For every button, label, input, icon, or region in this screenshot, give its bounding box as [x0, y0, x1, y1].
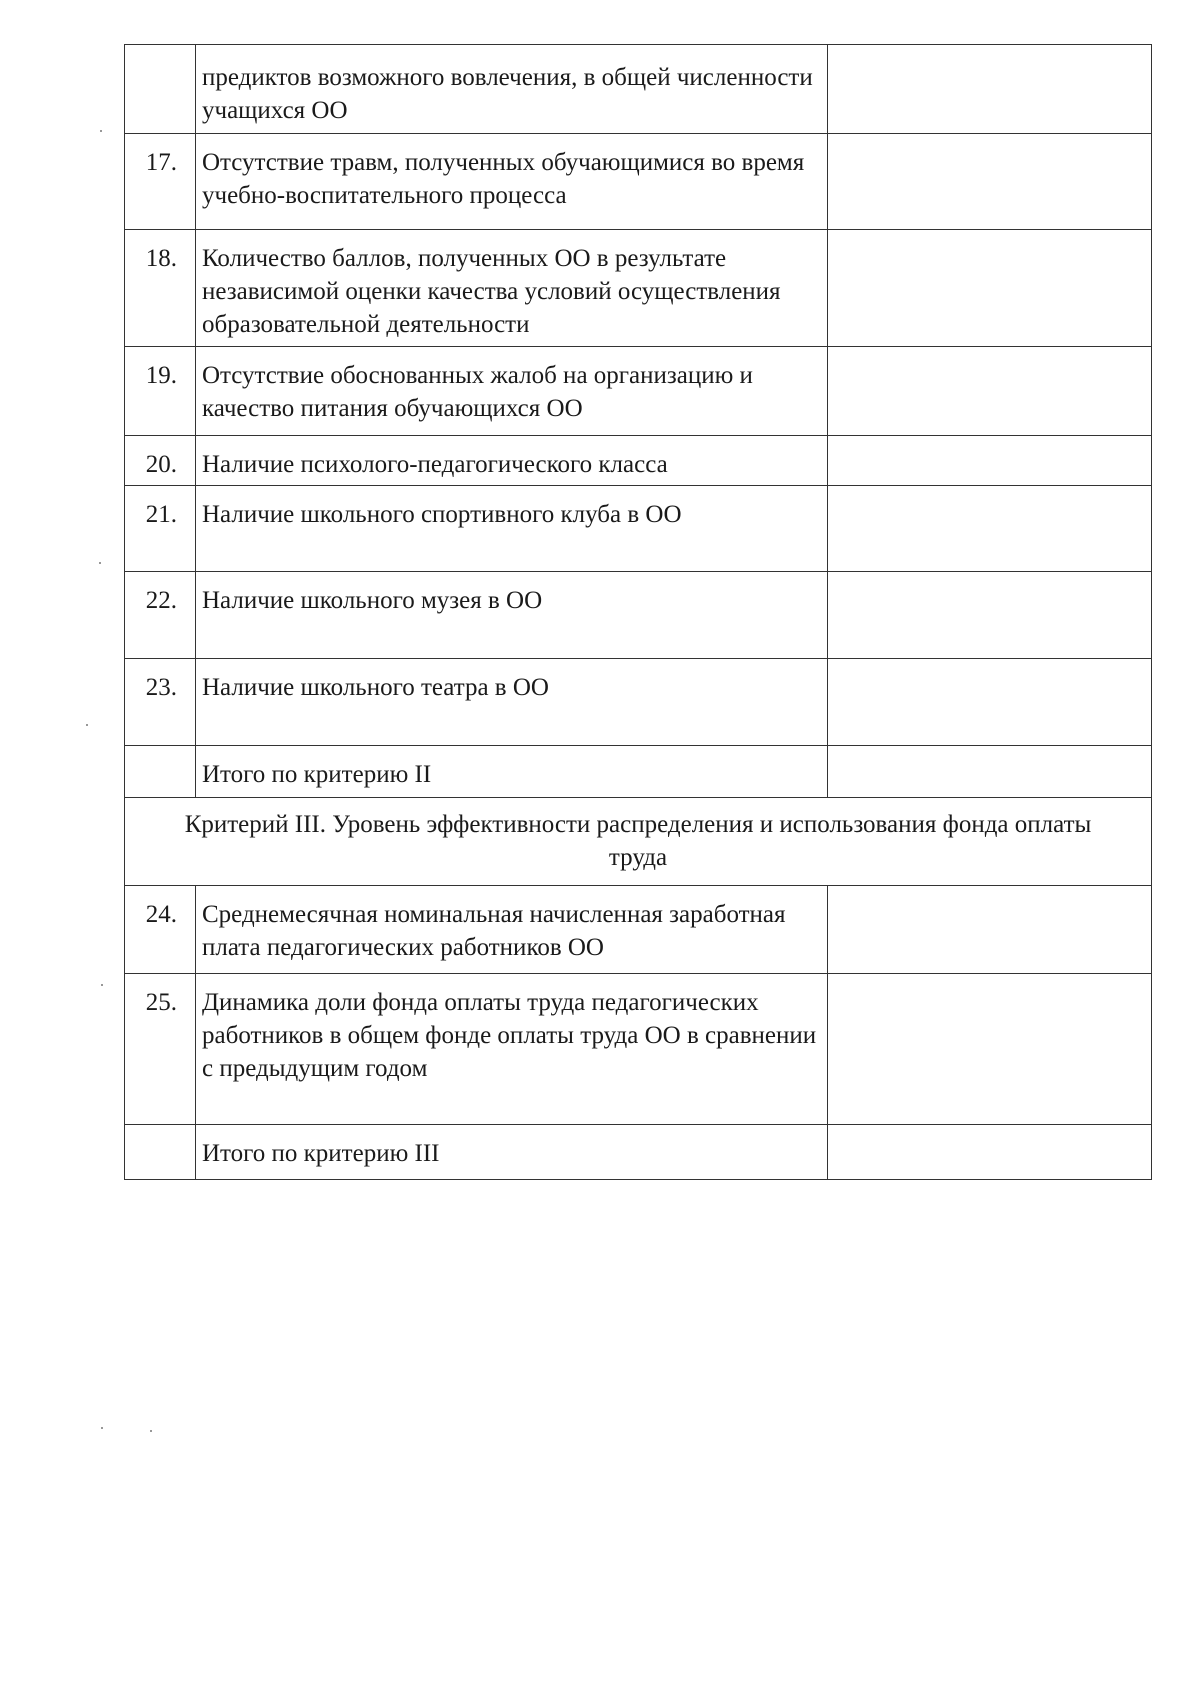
criterion-text: Отсутствие травм, полученных обучающимися во время учебно-воспитательного процесса — [196, 134, 828, 230]
value-cell — [828, 486, 1152, 572]
row-number: 21. — [125, 486, 196, 572]
total-label: Итого по критерию III — [196, 1125, 828, 1180]
scan-speck — [101, 1427, 103, 1429]
row-number — [125, 746, 196, 798]
section-header-row — [125, 798, 1152, 886]
table-row — [125, 486, 1152, 572]
value-cell — [828, 347, 1152, 436]
criteria-table — [124, 44, 1152, 1180]
scan-speck — [150, 1430, 152, 1432]
criterion-text: предиктов возможного вовлечения, в общей численности учащихся ОО — [196, 45, 828, 134]
table-row — [125, 134, 1152, 230]
table-row — [125, 1125, 1152, 1180]
table-row — [125, 45, 1152, 134]
criterion-text: Наличие психолого-педагогического класса — [196, 436, 828, 486]
criterion-text: Наличие школьного спортивного клуба в ОО — [196, 486, 828, 572]
row-number: 23. — [125, 659, 196, 746]
value-cell — [828, 746, 1152, 798]
value-cell — [828, 134, 1152, 230]
row-number: 22. — [125, 572, 196, 659]
criterion-text: Динамика доли фонда оплаты труда педагогических работников в общем фонде оплаты труда ОО в сравнении с предыдущим годом — [196, 974, 828, 1125]
value-cell — [828, 886, 1152, 974]
value-cell — [828, 45, 1152, 134]
row-number: 24. — [125, 886, 196, 974]
value-cell — [828, 974, 1152, 1125]
total-label: Итого по критерию II — [196, 746, 828, 798]
row-number: 18. — [125, 230, 196, 347]
row-number: 17. — [125, 134, 196, 230]
value-cell — [828, 1125, 1152, 1180]
scan-speck — [100, 130, 102, 132]
row-number: 19. — [125, 347, 196, 436]
table-row — [125, 659, 1152, 746]
scan-speck — [99, 562, 101, 564]
row-number — [125, 1125, 196, 1180]
criterion-text: Наличие школьного музея в ОО — [196, 572, 828, 659]
value-cell — [828, 572, 1152, 659]
criterion-text: Количество баллов, полученных ОО в результате независимой оценки качества условий осуществления образовательной деятельности — [196, 230, 828, 347]
table-row — [125, 974, 1152, 1125]
row-number: 25. — [125, 974, 196, 1125]
table-row — [125, 746, 1152, 798]
criterion-text: Среднемесячная номинальная начисленная заработная плата педагогических работников ОО — [196, 886, 828, 974]
criterion-text: Наличие школьного театра в ОО — [196, 659, 828, 746]
table-row — [125, 886, 1152, 974]
row-number: 20. — [125, 436, 196, 486]
scan-speck — [86, 724, 88, 726]
value-cell — [828, 230, 1152, 347]
value-cell — [828, 659, 1152, 746]
section-heading: Критерий III. Уровень эффективности распределения и использования фонда оплаты труда — [125, 798, 1152, 886]
value-cell — [828, 436, 1152, 486]
scan-speck — [101, 984, 103, 986]
row-number — [125, 45, 196, 134]
table-row — [125, 230, 1152, 347]
criterion-text: Отсутствие обоснованных жалоб на организацию и качество питания обучающихся ОО — [196, 347, 828, 436]
table-row — [125, 347, 1152, 436]
table-row — [125, 436, 1152, 486]
table-row — [125, 572, 1152, 659]
